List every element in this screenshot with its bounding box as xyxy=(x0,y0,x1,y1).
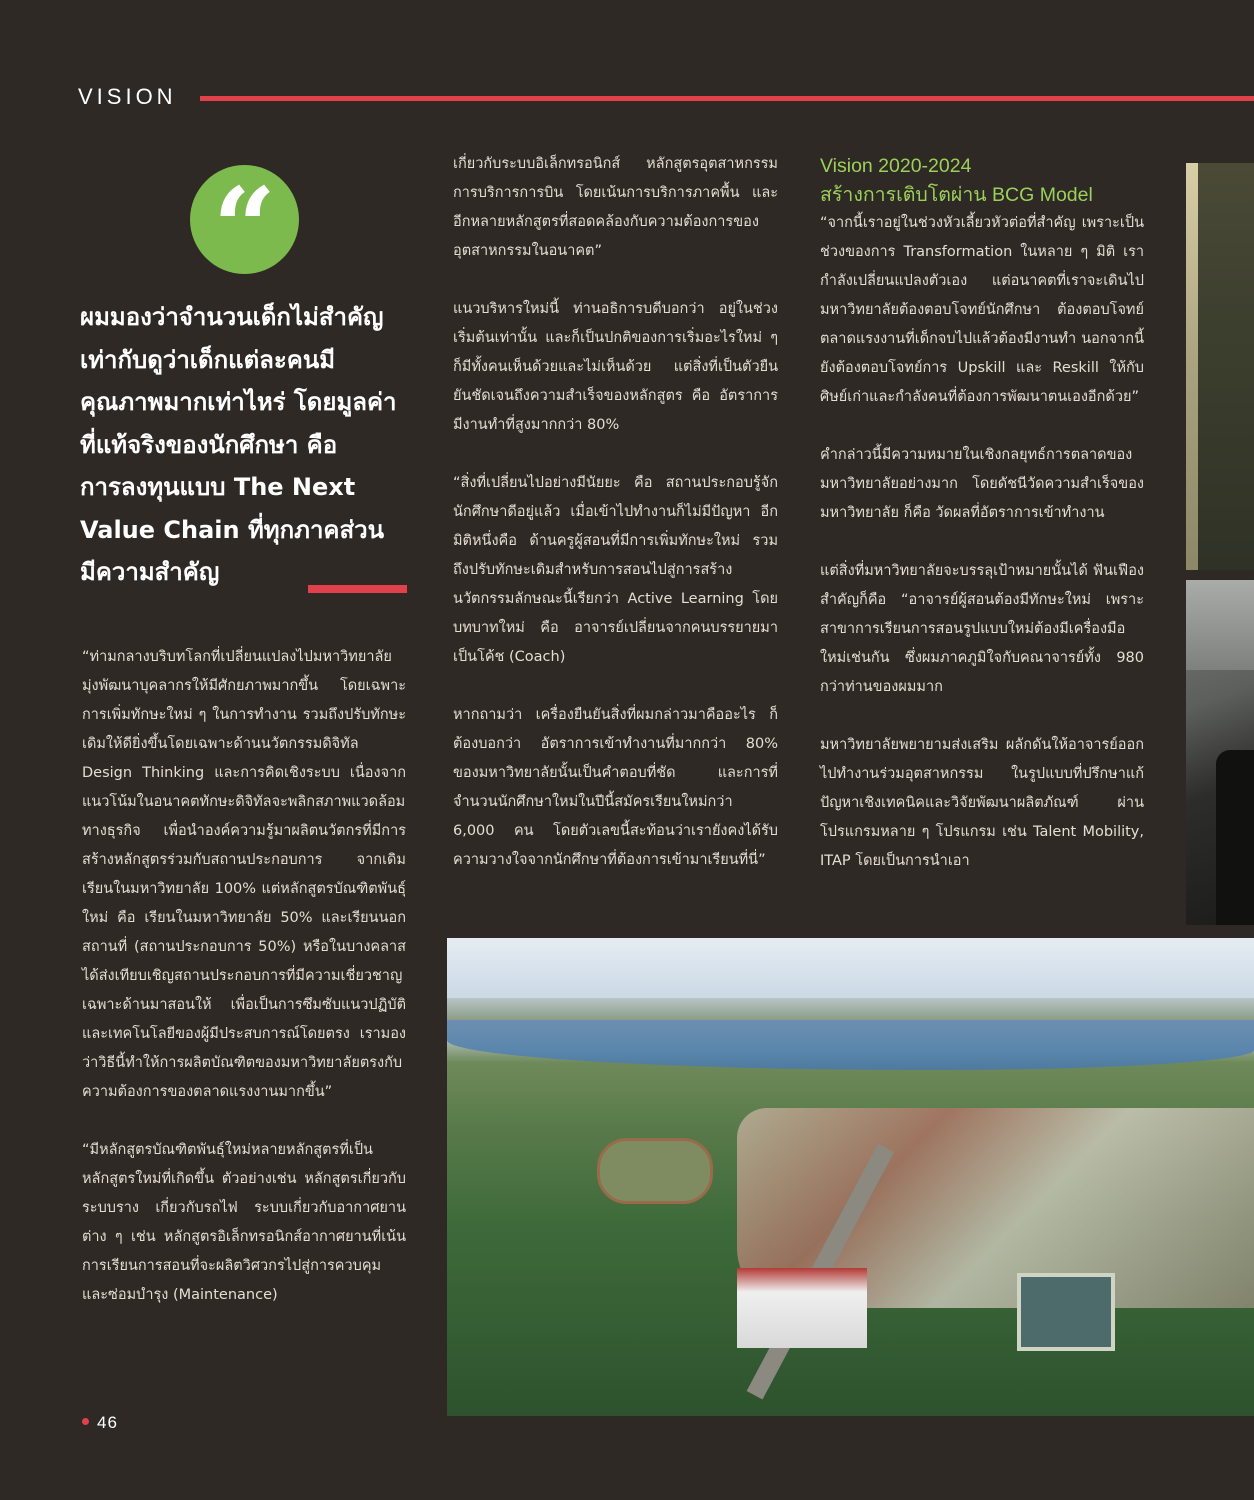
pull-quote-underline xyxy=(308,585,407,593)
section-divider xyxy=(200,96,1254,101)
paragraph: แต่สิ่งที่มหาวิทยาลัยจะบรรลุเป้าหมายนั้นได้ ฟันเฟืองสำคัญก็คือ “อาจารย์ผู้สอนต้องมีทักษะใหม่ เพราะสาขาการเรียนการสอนรูปแบบใหม่ต้องมีเครื่องมือใหม่เช่นกัน ซึ่งผมภาคภูมิใจกับคณาจารย์ทั้ง 980 กว่าท่านของผมมาก xyxy=(820,563,1144,695)
bullet-icon xyxy=(82,1418,89,1425)
pull-quote-line: ผมมองว่าจำนวนเด็กไม่สำคัญ xyxy=(80,303,384,331)
paragraph: “จากนี้เราอยู่ในช่วงหัวเลี้ยวหัวต่อที่สำคัญ เพราะเป็นช่วงของการ Transformation ในหลาย ๆ มิติ เรากำลังเปลี่ยนแปลงตัวเอง แต่อนาคตที่เราจะเดินไป มหาวิทยาลัยต้องตอบโจทย์นักศึกษา ต้องตอบโจทย์ตลาดแรงงานที่เด็กจบไปแล้วต้องมีงานทำ นอกจากนี้ยังต้องตอบโจทย์การ Upskill และ Reskill ให้กับศิษย์เก่าและกำลังคนที่ต้องการพัฒนาตนเองอีกด้วย” xyxy=(820,215,1144,405)
paragraph: เกี่ยวกับระบบอิเล็กทรอนิกส์ หลักสูตรอุตสาหกรรมการบริการการบิน โดยเน้นการบริการภาคพื้น และอีกหลายหลักสูตรที่สอดคล้องกับความต้องการของอุตสาหกรรมในอนาคต” xyxy=(453,156,778,259)
paragraph: “มีหลักสูตรบัณฑิตพันธุ์ใหม่หลายหลักสูตรที่เป็นหลักสูตรใหม่ที่เกิดขึ้น ตัวอย่างเช่น หลักสูตรเกี่ยวกับระบบราง เกี่ยวกับรถไฟ ระบบเกี่ยวกับอากาศยานต่าง ๆ เช่น หลักสูตรอิเล็กทรอนิกส์อากาศยานที่เน้นการเรียนการสอนที่จะผลิตวิศวกรไปสู่การควบคุม และซ่อมบำรุง (Maintenance) xyxy=(82,1142,406,1303)
section-heading xyxy=(820,152,1160,210)
page-number-text: 46 xyxy=(97,1413,118,1432)
pull-quote-line: เท่ากับดูว่าเด็กแต่ละคนมี xyxy=(80,345,336,374)
pull-quote-line: Value Chain ที่ทุกภาคส่วน xyxy=(80,515,385,544)
left-double-quote-icon: “ xyxy=(190,165,299,274)
photo-main-building xyxy=(737,1268,867,1348)
page-number xyxy=(82,1413,118,1433)
article-column-1 xyxy=(82,643,406,1339)
paragraph: มหาวิทยาลัยพยายามส่งเสริม ผลักดันให้อาจารย์ออกไปทำงานร่วมอุตสาหกรรม ในรูปแบบที่ปรึกษาแก้ปัญหาเชิงเทคนิคและวิจัยพัฒนาผลิตภัณฑ์ ผ่านโปรแกรมหลาย ๆ โปรแกรม เช่น Talent Mobility, ITAP โดยเป็นการนำเอา xyxy=(820,737,1144,869)
paragraph: “สิ่งที่เปลี่ยนไปอย่างมีนัยยะ คือ สถานประกอบรู้จักนักศึกษาดีอยู่แล้ว เมื่อเข้าไปทำงานก็ไม่มีปัญหา อีกมิติหนึ่งคือ ด้านครูผู้สอนที่มีการเพิ่มทักษะใหม่ รวมถึงปรับทักษะเดิมสำหรับการสอนไปสู่การสร้างนวัตกรรมลักษณะนี้เรียกว่า Active Learning โดยบทบาทใหม่ คือ อาจารย์เปลี่ยนจากคนบรรยายมาเป็นโค้ช (Coach) xyxy=(453,475,778,665)
pull-quote xyxy=(80,296,410,594)
article-column-2 xyxy=(453,150,778,904)
heading-line: Vision 2020-2024 xyxy=(820,155,972,177)
photo-sports-field xyxy=(597,1138,713,1204)
paragraph: คำกล่าวนี้มีความหมายในเชิงกลยุทธ์การตลาดของมหาวิทยาลัยอย่างมาก โดยดัชนีวัดความสำเร็จของมหาวิทยาลัย ก็คือ วัดผลที่อัตราการเข้าทำงาน xyxy=(820,447,1144,521)
paragraph: “ท่ามกลางบริบทโลกที่เปลี่ยนแปลงไปมหาวิทยาลัยมุ่งพัฒนาบุคลากรให้มีศักยภาพมากขึ้น โดยเฉพาะการเพิ่มทักษะใหม่ ๆ ในการทำงาน รวมถึงปรับทักษะเดิมให้ดียิ่งขึ้นโดยเฉพาะด้านนวัตกรรมดิจิทัล Design Thinking และการคิดเชิงระบบ เนื่องจากแนวโน้มในอนาคตทักษะดิจิทัลจะพลิกสภาพแวดล้อมทางธุรกิจ เพื่อนำองค์ความรู้มาผลิตนวัตกรที่มีการสร้างหลักสูตรร่วมกับสถานประกอบการ จากเดิมเรียนในมหาวิทยาลัย 100% แต่หลักสูตรบัณฑิตพันธุ์ใหม่ คือ เรียนในมหาวิทยาลัย 50% และเรียนนอกสถานที่ (สถานประกอบการ 50%) หรือในบางคลาสได้ส่งเทียบเชิญสถานประกอบการที่มีความเชี่ยวชาญเฉพาะด้านมาสอนให้ เพื่อเป็นการซึมซับแนวปฏิบัติและเทคโนโลยีของผู้มีประสบการณ์โดยตรง เรามองว่าวิธีนี้ทำให้การผลิตบัณฑิตของมหาวิทยาลัยตรงกับความต้องการของตลาดแรงงานมากขึ้น” xyxy=(82,649,406,1100)
photo-portrait xyxy=(1186,163,1254,570)
photo-workshop xyxy=(1186,580,1254,925)
pull-quote-line: มีความสำคัญ xyxy=(80,558,220,586)
paragraph: แนวบริหารใหม่นี้ ท่านอธิการบดีบอกว่า อยู่ในช่วงเริ่มต้นเท่านั้น และก็เป็นปกติของการเริ่มอะไรใหม่ ๆ ก็มีทั้งคนเห็นด้วยและไม่เห็นด้วย แต่สิ่งที่เป็นตัวยืนยันชัดเจนถึงความสำเร็จของหลักสูตร คือ อัตราการมีงานทำที่สูงมากกว่า 80% xyxy=(453,301,778,433)
paragraph: หากถามว่า เครื่องยืนยันสิ่งที่ผมกล่าวมาคืออะไร ก็ต้องบอกว่า อัตราการเข้าทำงานที่มากกว่า 80% ของมหาวิทยาลัยนั้นเป็นคำตอบที่ชัด และการที่จำนวนนักศึกษาใหม่ในปีนี้สมัครเรียนใหม่กว่า 6,000 คน โดยตัวเลขนี้สะท้อนว่าเรายังคงได้รับความวางใจจากนักศึกษาที่ต้องการเข้ามาเรียนที่นี่” xyxy=(453,707,778,868)
heading-line: สร้างการเติบโตผ่าน BCG Model xyxy=(820,184,1093,206)
pull-quote-line: คุณภาพมากเท่าไหร่ โดยมูลค่า xyxy=(80,388,397,416)
article-column-3 xyxy=(820,209,1144,905)
photo-aerial-campus xyxy=(447,938,1254,1416)
photo-pond xyxy=(1017,1273,1115,1351)
pull-quote-line: ที่แท้จริงของนักศึกษา คือ xyxy=(80,430,338,459)
photo-lake xyxy=(447,1020,1254,1070)
section-label: VISION xyxy=(78,84,177,109)
pull-quote-line: การลงทุนแบบ The Next xyxy=(80,473,356,501)
